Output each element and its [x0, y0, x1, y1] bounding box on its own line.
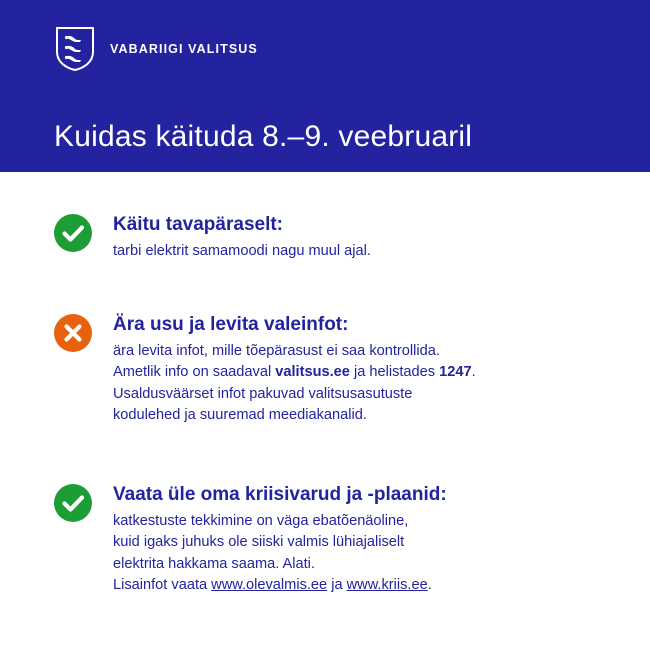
body-line [113, 405, 476, 426]
cross-circle-icon [54, 314, 92, 352]
body-line [113, 554, 447, 575]
list-item-body [113, 341, 476, 427]
body-text: Usaldusväärset infot pakuvad valitsusasutuste [113, 385, 413, 402]
body-strong-site: valitsus.ee [275, 364, 350, 381]
list-item [54, 482, 614, 597]
brand-label: VABARIIGI VALITSUS [110, 42, 258, 56]
body-line [113, 362, 476, 383]
list-item-texts [113, 482, 447, 597]
body-strong-phone: 1247 [439, 364, 472, 381]
body-line [113, 511, 447, 532]
list-item-body [113, 511, 447, 597]
list-item [54, 212, 614, 262]
body-text: elektrita hakkama saama. Alati. [113, 555, 315, 572]
link-kriis[interactable]: www.kriis.ee [346, 577, 428, 594]
body-text: kuid igaks juhuks ole siiski valmis lühiajaliselt [113, 534, 405, 551]
body-text: ja helistades [349, 364, 440, 381]
body-text: katkestuste tekkimine on väga ebatõenäoline, [113, 512, 409, 529]
body-text: ja [327, 577, 347, 594]
list-item-heading: Käitu tavapäraselt: [113, 214, 284, 235]
estonia-coat-of-arms-icon [54, 26, 96, 72]
body-text: ära levita infot, mille tõepärasust ei saa kontrollida. [113, 342, 440, 359]
list-item-body [113, 241, 371, 262]
body-line [113, 341, 476, 362]
list-item-heading: Ära usu ja levita valeinfot: [113, 314, 349, 335]
body-line [113, 384, 476, 405]
body-text: . [427, 577, 432, 594]
list-item [54, 312, 614, 427]
header-banner [0, 0, 650, 172]
list-item-texts [113, 212, 371, 262]
list-item-heading: Vaata üle oma kriisivarud ja -plaanid: [113, 484, 447, 505]
check-circle-icon [54, 484, 92, 522]
check-circle-icon [54, 214, 92, 252]
body-text: Ametlik info on saadaval [113, 364, 276, 381]
link-olevalmis[interactable]: www.olevalmis.ee [211, 577, 328, 594]
body-line: tarbi elektrit samamoodi nagu muul ajal. [113, 242, 371, 259]
list-item-texts [113, 312, 476, 427]
brand [54, 26, 258, 72]
body-text: kodulehed ja suuremad meediakanalid. [113, 407, 367, 424]
body-text: Lisainfot vaata [113, 577, 212, 594]
body-line [113, 532, 447, 553]
page-title: Kuidas käituda 8.–9. veebruaril [54, 120, 473, 154]
body-text: . [471, 364, 476, 381]
body-line [113, 575, 447, 596]
